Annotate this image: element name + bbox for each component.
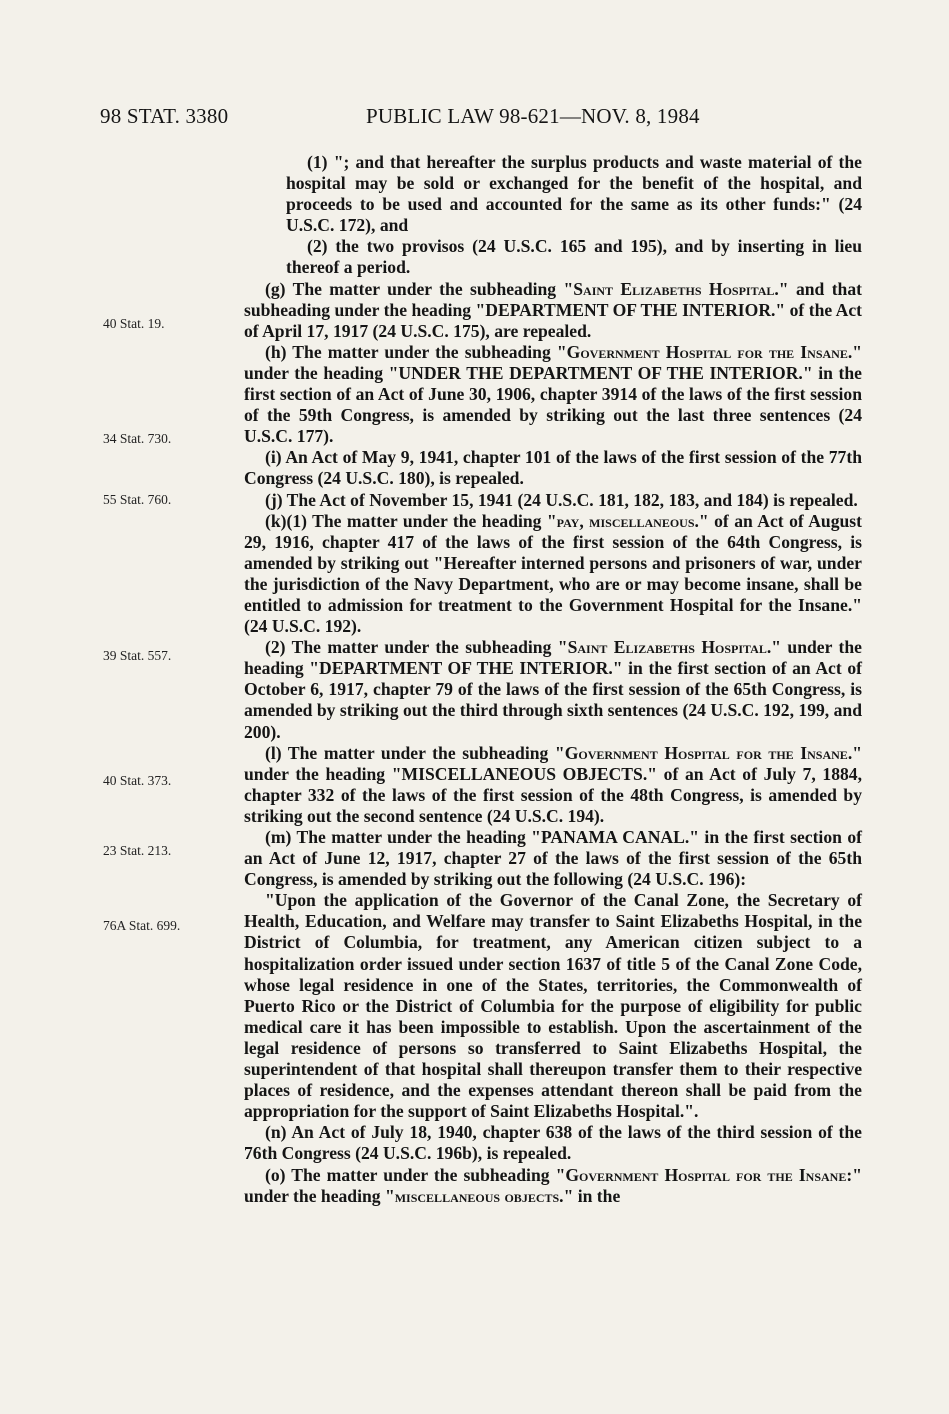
paragraph-k1: (k)(1) The matter under the heading "pay, miscellaneous." of an Act of August 29, 1916, chapter 417 of the laws of the first session of the 64th Congress, is amended by striking out "Hereafter interned persons and prisoners of war, under the jurisdiction of the Navy Department, who are or may become insane, shall be entitled to admission for treatment to the Government Hospital for the Insane." (24 U.S.C. 192). [244,510,862,637]
stat-page-number: 98 STAT. 3380 [100,104,229,128]
paragraph-o: (o) The matter under the subheading "Government Hospital for the Insane:" under the heading "miscellaneous objects." in the [244,1164,862,1206]
paragraph-k2: (2) The matter under the subheading "Saint Elizabeths Hospital." under the heading "DEPARTMENT OF THE INTERIOR." in the first section of an Act of October 6, 1917, chapter 79 of the laws of the first session of the 65th Congress, is amended by striking out the third through sixth sentences (24 U.S.C. 192, 199, and 200). [244,637,862,742]
margin-note-citation: 23 Stat. 213. [103,843,172,858]
paragraph-m: (m) The matter under the heading "PANAMA CANAL." in the first section of an Act of June 12, 1917, chapter 27 of the laws of the first session of the 65th Congress, is amended by striking out the following (24 U.S.C. 196): [244,827,862,890]
paragraph-l: (l) The matter under the subheading "Government Hospital for the Insane." under the heading "MISCELLANEOUS OBJECTS." of an Act of July 7, 1884, chapter 332 of the laws of the first session of the 48th Congress, is amended by striking out the second sentence (24 U.S.C. 194). [244,742,862,826]
margin-note-citation: 34 Stat. 730. [103,431,172,446]
public-law-title: PUBLIC LAW 98-621—NOV. 8, 1984 [366,104,700,128]
statute-text [244,152,862,1207]
paragraph-n: (n) An Act of July 18, 1940, chapter 638 of the laws of the third session of the 76th Congress (24 U.S.C. 196b), is repealed. [244,1122,862,1164]
margin-note-citation: 76A Stat. 699. [103,918,181,933]
paragraph: (2) the two provisos (24 U.S.C. 165 and 195), and by inserting in lieu thereof a period. [286,236,862,278]
margin-note-citation: 40 Stat. 19. [103,316,165,331]
paragraph: (1) "; and that hereafter the surplus products and waste material of the hospital may be sold or exchanged for the benefit of the hospital, and proceeds to be used and accounted for the same as its other funds:" (24 U.S.C. 172), and [286,152,862,236]
paragraph-g: (g) The matter under the subheading "Saint Elizabeths Hospital." and that subheading under the heading "DEPARTMENT OF THE INTERIOR." of the Act of April 17, 1917 (24 U.S.C. 175), are repealed. [244,278,862,341]
page-header [100,104,860,134]
paragraph-h: (h) The matter under the subheading "Government Hospital for the Insane." under the heading "UNDER THE DEPARTMENT OF THE INTERIOR." in the first section of an Act of June 30, 1906, chapter 3914 of the laws of the first session of the 59th Congress, is amended by striking out the last three sentences (24 U.S.C. 177). [244,341,863,447]
paragraph-i: (i) An Act of May 9, 1941, chapter 101 of the laws of the first session of the 77th Congress (24 U.S.C. 180), is repealed. [244,447,862,489]
margin-note-citation: 40 Stat. 373. [103,773,172,788]
paragraph-j: (j) The Act of November 15, 1941 (24 U.S.C. 181, 182, 183, and 184) is repealed. [265,489,858,510]
quoted-text: "Upon the application of the Governor of the Canal Zone, the Secretary of Health, Education, and Welfare may transfer to Saint Elizabeths Hospital, in the District of Columbia, for treatment, any American citizen subject to a hospitalization order issued under section 1637 of title 5 of the Canal Zone Code, whose legal residence in one of the States, territories, the Commonwealth of Puerto Rico or the District of Columbia for the purpose of eligibility for public medical care it has been impossible to establish. Upon the ascertainment of the legal residence of persons so transferred to Saint Elizabeths Hospital, the superintendent of that hospital shall thereupon transfer them to their respective places of residence, and the expenses attendant thereon shall be paid from the appropriation for the support of Saint Elizabeths Hospital.". [244,890,862,1122]
margin-note-citation: 55 Stat. 760. [103,492,172,507]
margin-note-citation: 39 Stat. 557. [103,648,172,663]
